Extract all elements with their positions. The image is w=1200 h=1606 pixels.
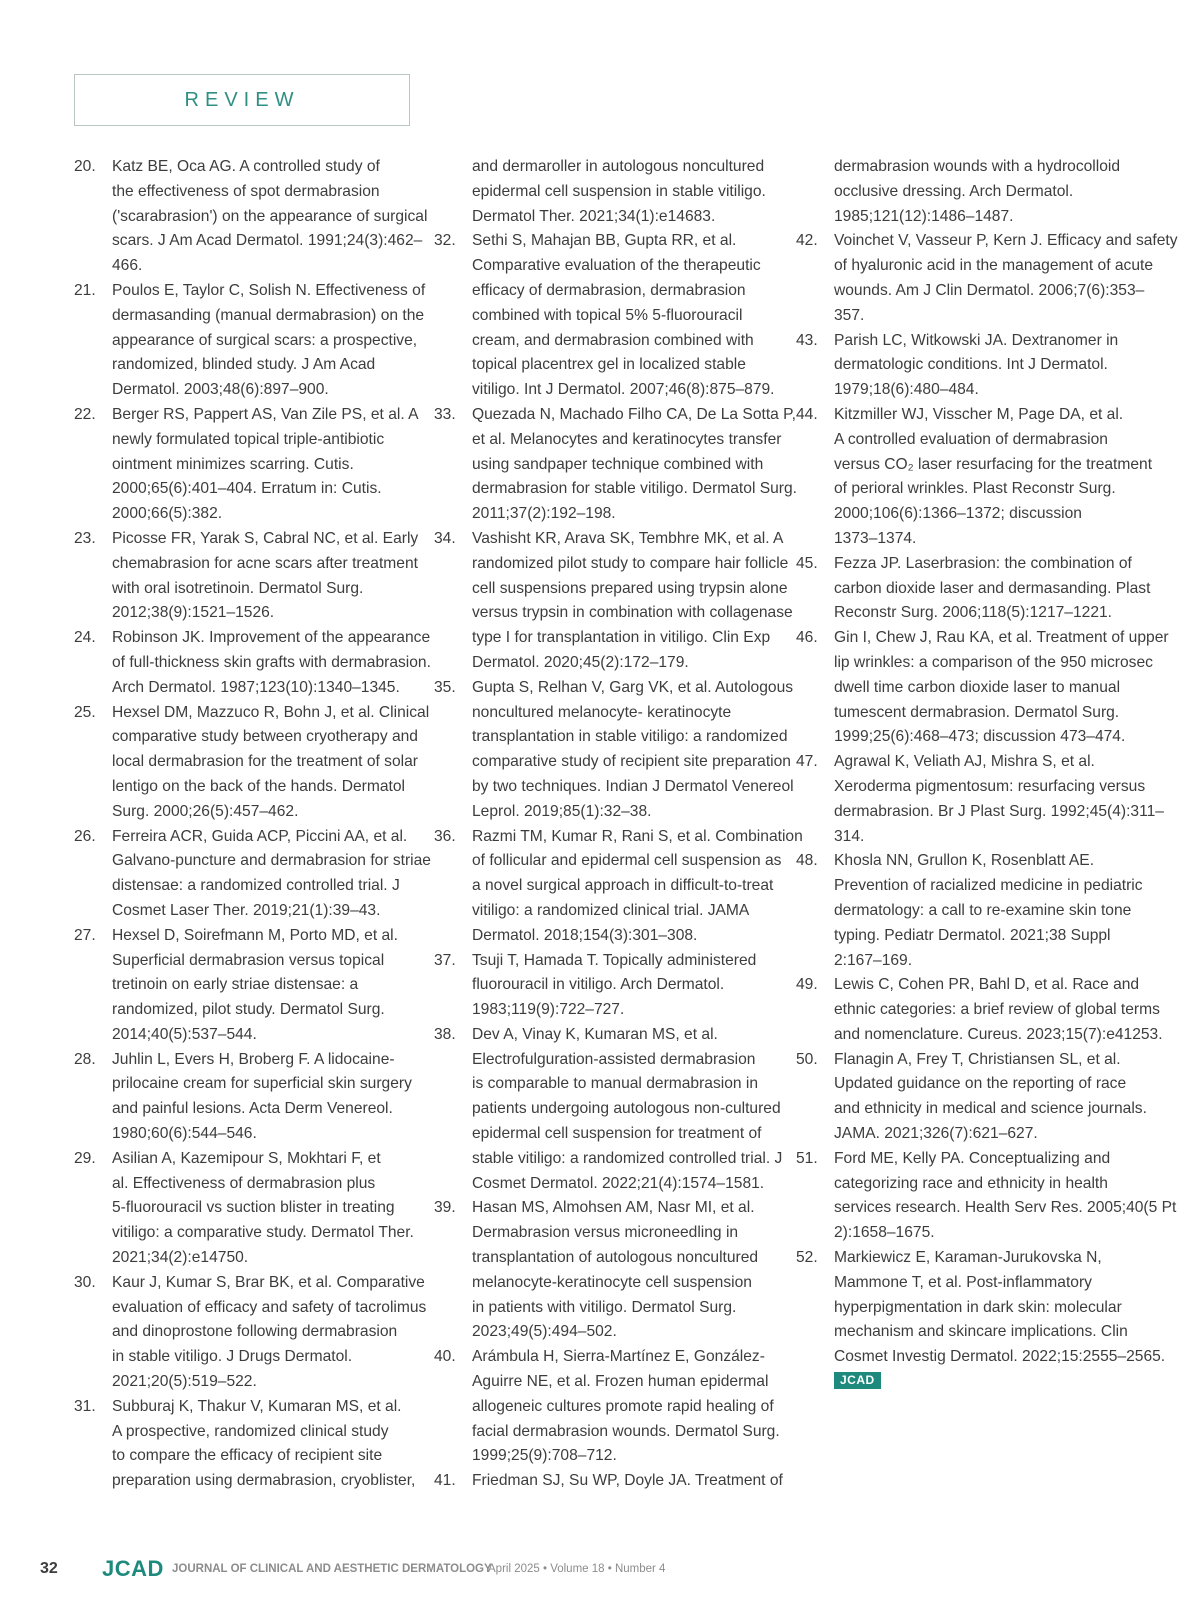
reference-item bbox=[74, 1048, 431, 1147]
reference-line: tretinoin on early striae distensae: a bbox=[112, 976, 359, 994]
reference-line: of full-thickness skin grafts with dermabrasion. bbox=[112, 653, 431, 671]
reference-line: dermasanding (manual dermabrasion) on the bbox=[112, 306, 425, 324]
reference-line: Poulos E, Taylor C, Solish N. Effectiveness of bbox=[112, 281, 426, 299]
reference-number: 38. bbox=[434, 1025, 456, 1043]
reference-number: 34. bbox=[434, 529, 456, 547]
reference-number: 41. bbox=[434, 1472, 456, 1490]
reference-item bbox=[74, 403, 431, 527]
reference-line: 2014;40(5):537–544. bbox=[112, 1025, 257, 1043]
reference-line: vitiligo: a comparative study. Dermatol Ther. bbox=[112, 1224, 414, 1242]
reference-line: Updated guidance on the reporting of race bbox=[834, 1075, 1127, 1093]
reference-line: 2021;20(5):519–522. bbox=[112, 1373, 257, 1391]
reference-continuation bbox=[434, 155, 803, 229]
reference-line: Comparative evaluation of the therapeutic bbox=[472, 257, 761, 275]
reference-line: 1983;119(9):722–727. bbox=[472, 1001, 625, 1019]
reference-line: Gupta S, Relhan V, Garg VK, et al. Autologous bbox=[472, 678, 794, 696]
reference-line: prilocaine cream for superficial skin surgery bbox=[112, 1075, 412, 1093]
reference-line: Picosse FR, Yarak S, Cabral NC, et al. Early bbox=[112, 529, 419, 547]
section-label-box bbox=[74, 74, 410, 126]
reference-line: Hexsel DM, Mazzuco R, Bohn J, et al. Clinical bbox=[112, 703, 430, 721]
reference-item bbox=[434, 527, 803, 676]
reference-line: local dermabrasion for the treatment of solar bbox=[112, 753, 418, 771]
reference-line: combined with topical 5% 5-fluorouracil bbox=[472, 306, 743, 324]
reference-item bbox=[74, 1147, 431, 1271]
reference-line: Leprol. 2019;85(1):32–38. bbox=[472, 802, 652, 820]
reference-line: 2000;106(6):1366–1372; discussion bbox=[834, 505, 1082, 523]
reference-line: comparative study of recipient site preparation bbox=[472, 753, 791, 771]
reference-line: transplantation in stable vitiligo: a randomized bbox=[472, 728, 788, 746]
reference-number: 39. bbox=[434, 1199, 456, 1217]
reference-line: distensae: a randomized controlled trial. J bbox=[112, 877, 400, 895]
reference-line: transplantation of autologous noncultured bbox=[472, 1249, 759, 1267]
reference-item bbox=[434, 1469, 803, 1494]
reference-line: vitiligo: a randomized clinical trial. JAMA bbox=[472, 901, 750, 919]
reference-line: Reconstr Surg. 2006;118(5):1217–1221. bbox=[834, 604, 1112, 622]
reference-number: 33. bbox=[434, 405, 456, 423]
reference-item bbox=[434, 825, 803, 949]
reference-line: hyperpigmentation in dark skin: molecular bbox=[834, 1298, 1122, 1316]
reference-number: 35. bbox=[434, 678, 456, 696]
reference-line: the effectiveness of spot dermabrasion bbox=[112, 182, 380, 200]
reference-line: Tsuji T, Hamada T. Topically administered bbox=[472, 951, 757, 969]
reference-line: newly formulated topical triple-antibiotic bbox=[112, 430, 385, 448]
reference-item bbox=[434, 1196, 803, 1345]
reference-line: and ethnicity in medical and science journals. bbox=[834, 1100, 1147, 1118]
reference-line: Cosmet Investig Dermatol. 2022;15:2555–2565. bbox=[834, 1348, 1166, 1366]
reference-item bbox=[74, 825, 431, 924]
reference-line: typing. Pediatr Dermatol. 2021;38 Suppl bbox=[834, 926, 1111, 944]
reference-line: of hyaluronic acid in the management of acute bbox=[834, 257, 1154, 275]
reference-line: et al. Melanocytes and keratinocytes transfer bbox=[472, 430, 782, 448]
reference-number: 27. bbox=[74, 926, 96, 944]
reference-line: Subburaj K, Thakur V, Kumaran MS, et al. bbox=[112, 1397, 402, 1415]
reference-item bbox=[434, 1345, 803, 1469]
reference-line: carbon dioxide laser and dermasanding. Plast bbox=[834, 579, 1151, 597]
reference-number: 31. bbox=[74, 1397, 96, 1415]
reference-line: dermabrasion for stable vitiligo. Dermatol Surg. bbox=[472, 480, 798, 498]
reference-line: epidermal cell suspension in stable vitiligo. bbox=[472, 182, 766, 200]
reference-line: al. Effectiveness of dermabrasion plus bbox=[112, 1174, 376, 1192]
reference-item bbox=[74, 1395, 431, 1494]
reference-number: 37. bbox=[434, 951, 456, 969]
reference-line: Razmi TM, Kumar R, Rani S, et al. Combination bbox=[472, 827, 803, 845]
reference-line: versus CO₂ laser resurfacing for the treatment bbox=[834, 455, 1153, 473]
reference-number: 44. bbox=[796, 405, 818, 423]
reference-line: Dev A, Vinay K, Kumaran MS, et al. bbox=[472, 1025, 718, 1043]
reference-number: 45. bbox=[796, 554, 818, 572]
reference-line: type I for transplantation in vitiligo. Clin Exp bbox=[472, 629, 771, 647]
reference-line: of follicular and epidermal cell suspension as bbox=[472, 852, 782, 870]
reference-line: 1999;25(9):708–712. bbox=[472, 1447, 617, 1465]
reference-line: dermabrasion wounds with a hydrocolloid bbox=[834, 158, 1121, 175]
reference-number: 49. bbox=[796, 976, 818, 994]
reference-line: Surg. 2000;26(5):457–462. bbox=[112, 802, 299, 820]
reference-line: 2):1658–1675. bbox=[834, 1224, 935, 1242]
reference-line: A controlled evaluation of dermabrasion bbox=[834, 430, 1108, 448]
reference-line: Juhlin L, Evers H, Broberg F. A lidocaine- bbox=[112, 1050, 395, 1068]
reference-line: is comparable to manual dermabrasion in bbox=[472, 1075, 759, 1093]
reference-item bbox=[796, 750, 1178, 849]
reference-line: categorizing race and ethnicity in health bbox=[834, 1174, 1108, 1192]
reference-line: Superficial dermabrasion versus topical bbox=[112, 951, 385, 969]
reference-line: 2000;66(5):382. bbox=[112, 505, 223, 523]
reference-item bbox=[796, 329, 1178, 403]
reference-line: evaluation of efficacy and safety of tacrolimus bbox=[112, 1298, 427, 1316]
reference-column-2 bbox=[434, 155, 803, 1494]
reference-line: Flanagin A, Frey T, Christiansen SL, et al. bbox=[834, 1050, 1121, 1068]
reference-line: to compare the efficacy of recipient site bbox=[112, 1447, 383, 1465]
reference-item bbox=[796, 403, 1178, 552]
reference-line: Berger RS, Pappert AS, Van Zile PS, et al. A bbox=[112, 405, 419, 423]
reference-column-3 bbox=[796, 155, 1178, 1389]
reference-number: 52. bbox=[796, 1249, 818, 1267]
reference-line: Prevention of racialized medicine in pediatric bbox=[834, 877, 1143, 895]
reference-line: Khosla NN, Grullon K, Rosenblatt AE. bbox=[834, 852, 1095, 870]
reference-line: comparative study between cryotherapy and bbox=[112, 728, 418, 746]
reference-line: 2012;38(9):1521–1526. bbox=[112, 604, 275, 622]
reference-line: scars. J Am Acad Dermatol. 1991;24(3):462– bbox=[112, 232, 423, 250]
reference-number: 46. bbox=[796, 629, 818, 647]
reference-line: with oral isotretinoin. Dermatol Surg. bbox=[112, 579, 364, 597]
reference-line: using sandpaper technique combined with bbox=[472, 455, 764, 473]
reference-line: melanocyte-keratinocyte cell suspension bbox=[472, 1273, 752, 1291]
reference-line: Dermatol. 2003;48(6):897–900. bbox=[112, 381, 329, 399]
reference-line: 1979;18(6):480–484. bbox=[834, 381, 979, 399]
reference-line: appearance of surgical scars: a prospective, bbox=[112, 331, 418, 349]
reference-line: and dermaroller in autologous noncultured bbox=[472, 158, 765, 175]
reference-line: Kaur J, Kumar S, Brar BK, et al. Comparative bbox=[112, 1273, 425, 1291]
reference-line: in patients with vitiligo. Dermatol Surg. bbox=[472, 1298, 737, 1316]
reference-line: vitiligo. Int J Dermatol. 2007;46(8):875–879. bbox=[472, 381, 775, 399]
reference-line: Electrofulguration-assisted dermabrasion bbox=[472, 1050, 756, 1068]
reference-line: cream, and dermabrasion combined with bbox=[472, 331, 754, 349]
reference-line: Gin I, Chew J, Rau KA, et al. Treatment of upper bbox=[834, 629, 1169, 647]
reference-line: 5-fluorouracil vs suction blister in treating bbox=[112, 1199, 395, 1217]
section-label: REVIEW bbox=[184, 88, 300, 111]
end-of-article-badge: JCAD bbox=[834, 1372, 881, 1389]
reference-number: 51. bbox=[796, 1149, 818, 1167]
reference-line: 2021;34(2):e14750. bbox=[112, 1249, 249, 1267]
reference-item bbox=[74, 626, 431, 700]
reference-line: and painful lesions. Acta Derm Venereol. bbox=[112, 1100, 393, 1118]
reference-number: 42. bbox=[796, 232, 818, 250]
reference-line: Parish LC, Witkowski JA. Dextranomer in bbox=[834, 331, 1119, 349]
reference-line: and dinoprostone following dermabrasion bbox=[112, 1323, 398, 1341]
reference-item bbox=[796, 1246, 1178, 1370]
reference-item bbox=[796, 973, 1178, 1047]
journal-logo: JCAD bbox=[102, 1556, 164, 1581]
reference-line: dermabrasion. Br J Plast Surg. 1992;45(4):311– bbox=[834, 802, 1164, 820]
reference-line: Dermatol Ther. 2021;34(1):e14683. bbox=[472, 207, 716, 225]
reference-item bbox=[796, 1147, 1178, 1246]
reference-line: 1985;121(12):1486–1487. bbox=[834, 207, 1014, 225]
reference-line: Cosmet Laser Ther. 2019;21(1):39–43. bbox=[112, 901, 381, 919]
reference-line: Agrawal K, Veliath AJ, Mishra S, et al. bbox=[834, 753, 1095, 771]
reference-line: randomized, pilot study. Dermatol Surg. bbox=[112, 1001, 385, 1019]
reference-line: 466. bbox=[112, 257, 143, 275]
reference-line: 2:167–169. bbox=[834, 951, 913, 969]
reference-number: 32. bbox=[434, 232, 456, 250]
reference-line: epidermal cell suspension for treatment of bbox=[472, 1125, 762, 1143]
reference-item bbox=[74, 701, 431, 825]
reference-number: 47. bbox=[796, 753, 818, 771]
reference-line: facial dermabrasion wounds. Dermatol Surg. bbox=[472, 1422, 780, 1440]
reference-line: services research. Health Serv Res. 2005;40(5 Pt bbox=[834, 1199, 1177, 1217]
reference-number: 24. bbox=[74, 629, 96, 647]
reference-line: Katz BE, Oca AG. A controlled study of bbox=[112, 158, 380, 175]
reference-line: efficacy of dermabrasion, dermabrasion bbox=[472, 281, 746, 299]
reference-line: Hasan MS, Almohsen AM, Nasr MI, et al. bbox=[472, 1199, 755, 1217]
reference-line: lip wrinkles: a comparison of the 950 microsec bbox=[834, 653, 1153, 671]
reference-item bbox=[74, 924, 431, 1048]
reference-line: cell suspensions prepared using trypsin alone bbox=[472, 579, 788, 597]
reference-line: Lewis C, Cohen PR, Bahl D, et al. Race and bbox=[834, 976, 1140, 994]
reference-line: Galvano-puncture and dermabrasion for striae bbox=[112, 852, 431, 870]
reference-item bbox=[796, 1048, 1178, 1147]
reference-line: 2000;65(6):401–404. Erratum in: Cutis. bbox=[112, 480, 382, 498]
reference-line: Hexsel D, Soirefmann M, Porto MD, et al. bbox=[112, 926, 398, 944]
reference-item bbox=[434, 229, 803, 403]
reference-item bbox=[434, 403, 803, 527]
reference-number: 36. bbox=[434, 827, 456, 845]
reference-line: allogeneic cultures promote rapid healing of bbox=[472, 1397, 774, 1415]
reference-line: topical placentrex gel in localized stable bbox=[472, 356, 746, 374]
reference-line: versus trypsin in combination with collagenase bbox=[472, 604, 793, 622]
reference-line: noncultured melanocyte- keratinocyte bbox=[472, 703, 732, 721]
reference-number: 25. bbox=[74, 703, 96, 721]
reference-line: chemabrasion for acne scars after treatment bbox=[112, 554, 418, 572]
reference-number: 30. bbox=[74, 1273, 96, 1291]
reference-line: Markiewicz E, Karaman-Jurukovska N, bbox=[834, 1249, 1102, 1267]
reference-number: 43. bbox=[796, 331, 818, 349]
reference-line: ('scarabrasion') on the appearance of surgical bbox=[112, 207, 428, 225]
reference-line: fluorouracil in vitiligo. Arch Dermatol. bbox=[472, 976, 725, 994]
reference-line: tumescent dermabrasion. Dermatol Surg. bbox=[834, 703, 1120, 721]
reference-column-1 bbox=[74, 155, 431, 1494]
reference-line: Arámbula H, Sierra-Martínez E, González- bbox=[472, 1348, 765, 1366]
reference-number: 21. bbox=[74, 281, 96, 299]
reference-line: Mammone T, et al. Post-inflammatory bbox=[834, 1273, 1092, 1291]
reference-line: Robinson JK. Improvement of the appearance bbox=[112, 629, 431, 647]
reference-line: A prospective, randomized clinical study bbox=[112, 1422, 389, 1440]
reference-line: Sethi S, Mahajan BB, Gupta RR, et al. bbox=[472, 232, 737, 250]
reference-line: preparation using dermabrasion, cryoblister, bbox=[112, 1472, 416, 1490]
reference-number: 20. bbox=[74, 158, 96, 175]
reference-line: mechanism and skincare implications. Clin bbox=[834, 1323, 1128, 1341]
reference-line: lentigo on the back of the hands. Dermatol bbox=[112, 777, 405, 795]
reference-line: ethnic categories: a brief review of global terms bbox=[834, 1001, 1160, 1019]
reference-line: Asilian A, Kazemipour S, Mokhtari F, et bbox=[112, 1149, 381, 1167]
reference-line: in stable vitiligo. J Drugs Dermatol. bbox=[112, 1348, 353, 1366]
reference-line: randomized, blinded study. J Am Acad bbox=[112, 356, 376, 374]
reference-line: a novel surgical approach in difficult-to-treat bbox=[472, 877, 774, 895]
reference-item bbox=[74, 527, 431, 626]
reference-item bbox=[434, 676, 803, 825]
page-footer bbox=[0, 1558, 1200, 1584]
reference-line: 2023;49(5):494–502. bbox=[472, 1323, 617, 1341]
reference-number: 22. bbox=[74, 405, 96, 423]
reference-line: Ford ME, Kelly PA. Conceptualizing and bbox=[834, 1149, 1111, 1167]
reference-line: 357. bbox=[834, 306, 865, 324]
reference-line: and nomenclature. Cureus. 2023;15(7):e41253. bbox=[834, 1025, 1163, 1043]
reference-line: Quezada N, Machado Filho CA, De La Sotta P, bbox=[472, 405, 796, 423]
reference-line: 2011;37(2):192–198. bbox=[472, 505, 616, 523]
journal-name: JOURNAL OF CLINICAL AND AESTHETIC DERMATOLOGY bbox=[172, 1563, 492, 1575]
reference-item bbox=[434, 1023, 803, 1197]
reference-item bbox=[796, 626, 1178, 750]
reference-line: ointment minimizes scarring. Cutis. bbox=[112, 455, 354, 473]
reference-item bbox=[796, 552, 1178, 626]
reference-number: 29. bbox=[74, 1149, 96, 1167]
reference-line: patients undergoing autologous non-cultured bbox=[472, 1100, 781, 1118]
reference-line: dermatology: a call to re-examine skin tone bbox=[834, 901, 1132, 919]
reference-line: 1999;25(6):468–473; discussion 473–474. bbox=[834, 728, 1126, 746]
reference-line: Xeroderma pigmentosum: resurfacing versus bbox=[834, 777, 1146, 795]
reference-line: 1373–1374. bbox=[834, 529, 917, 547]
reference-line: Vashisht KR, Arava SK, Tembhre MK, et al. A bbox=[472, 529, 784, 547]
reference-item bbox=[74, 279, 431, 403]
reference-line: Fezza JP. Laserbrasion: the combination of bbox=[834, 554, 1132, 572]
reference-line: wounds. Am J Clin Dermatol. 2006;7(6):353– bbox=[834, 281, 1145, 299]
reference-number: 23. bbox=[74, 529, 96, 547]
reference-line: by two techniques. Indian J Dermatol Venereol bbox=[472, 777, 794, 795]
reference-line: Kitzmiller WJ, Visscher M, Page DA, et al. bbox=[834, 405, 1124, 423]
reference-item bbox=[434, 949, 803, 1023]
reference-line: 314. bbox=[834, 827, 865, 845]
reference-line: JAMA. 2021;326(7):621–627. bbox=[834, 1125, 1038, 1143]
reference-number: 40. bbox=[434, 1348, 456, 1366]
reference-line: dermatologic conditions. Int J Dermatol. bbox=[834, 356, 1108, 374]
reference-line: 1980;60(6):544–546. bbox=[112, 1125, 257, 1143]
issue-info: April 2025 • Volume 18 • Number 4 bbox=[488, 1563, 666, 1575]
reference-item bbox=[74, 155, 431, 279]
reference-line: occlusive dressing. Arch Dermatol. bbox=[834, 182, 1074, 200]
reference-line: Voinchet V, Vasseur P, Kern J. Efficacy and safety bbox=[834, 232, 1178, 250]
reference-line: Dermabrasion versus microneedling in bbox=[472, 1224, 739, 1242]
reference-number: 50. bbox=[796, 1050, 818, 1068]
reference-line: Dermatol. 2020;45(2):172–179. bbox=[472, 653, 689, 671]
reference-line: Arch Dermatol. 1987;123(10):1340–1345. bbox=[112, 678, 400, 696]
reference-line: of perioral wrinkles. Plast Reconstr Surg. bbox=[834, 480, 1116, 498]
reference-number: 48. bbox=[796, 852, 818, 870]
reference-line: Dermatol. 2018;154(3):301–308. bbox=[472, 926, 698, 944]
reference-line: stable vitiligo: a randomized controlled trial. J bbox=[472, 1149, 783, 1167]
reference-line: Ferreira ACR, Guida ACP, Piccini AA, et al. bbox=[112, 827, 408, 845]
reference-item bbox=[796, 229, 1178, 328]
reference-number: 28. bbox=[74, 1050, 96, 1068]
reference-continuation bbox=[796, 155, 1178, 229]
reference-line: Friedman SJ, Su WP, Doyle JA. Treatment of bbox=[472, 1472, 783, 1490]
reference-line: Cosmet Dermatol. 2022;21(4):1574–1581. bbox=[472, 1174, 765, 1192]
reference-line: dwell time carbon dioxide laser to manual bbox=[834, 678, 1121, 696]
reference-number: 26. bbox=[74, 827, 96, 845]
reference-item bbox=[796, 849, 1178, 973]
reference-line: randomized pilot study to compare hair follicle bbox=[472, 554, 789, 572]
reference-item bbox=[74, 1271, 431, 1395]
page-number: 32 bbox=[40, 1560, 58, 1577]
reference-line: Aguirre NE, et al. Frozen human epidermal bbox=[472, 1373, 769, 1391]
